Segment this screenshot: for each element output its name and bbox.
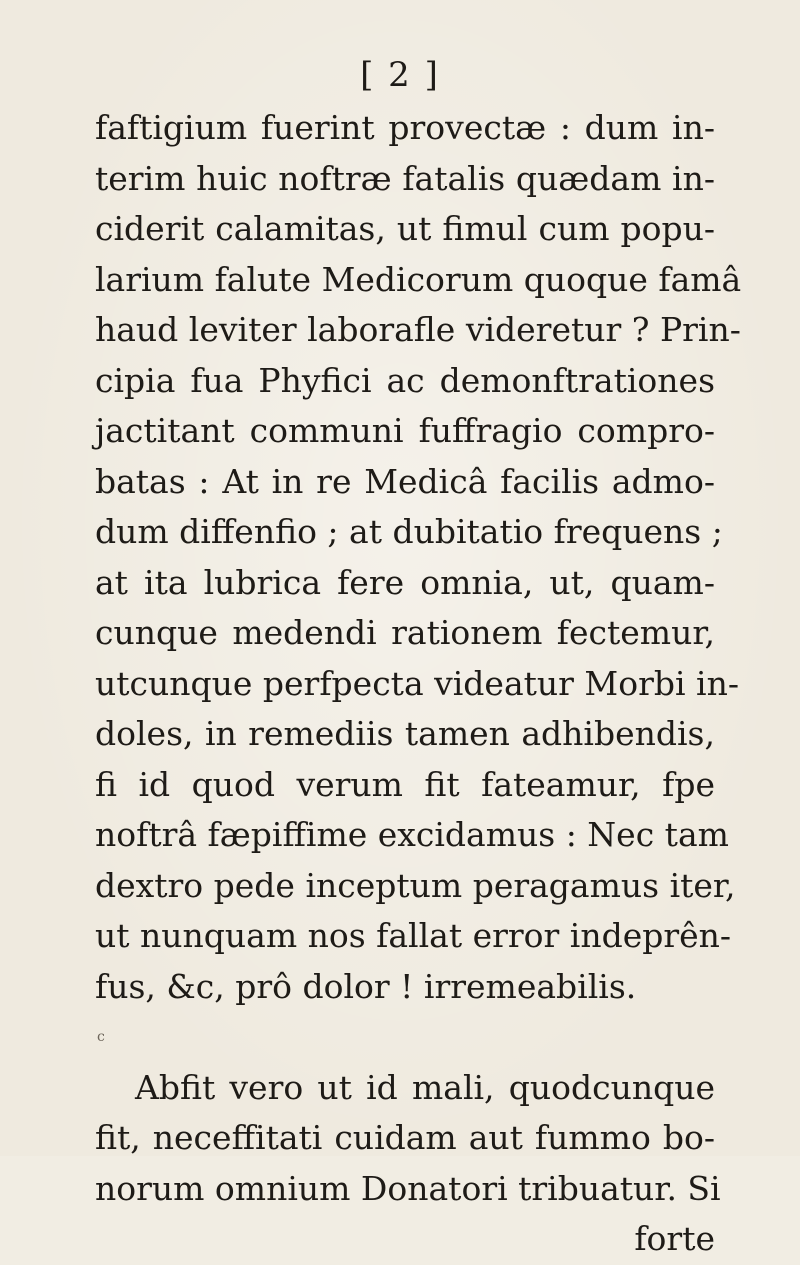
text-line: at ita lubrica fere omnia, ut, quam- [95, 562, 715, 602]
text-line: utcunque perfpecta videatur Morbi in- [95, 663, 739, 703]
text-line: doles, in remediis tamen adhibendis, [95, 714, 715, 753]
text-line: fus, &c, prô dolor ! irremeabilis. [95, 966, 637, 1006]
body-text [95, 103, 742, 1265]
text-line: ut nunquam nos fallat error indeprên- [95, 916, 732, 955]
text-line: terim huic noftræ fatalis quædam in- [95, 158, 715, 198]
stray-mark: c [97, 1029, 105, 1045]
paragraph-first-line: Abfit vero ut id mali, quodcunque [135, 1067, 715, 1107]
text-line: dum diffenfio ; at dubitatio frequens ; [95, 512, 723, 551]
text-line: batas : At in re Medicâ facilis admo- [95, 461, 715, 501]
text-line: fi id quod verum fit fateamur, fpe [95, 764, 715, 804]
text-line: cipia fua Phyfici ac demonftrationes [95, 360, 715, 400]
text-line: haud leviter laborafle videretur ? Prin- [95, 310, 741, 349]
text-line: faftigium fuerint provectæ : dum in- [95, 108, 715, 147]
text-line: norum omnium Donatori tribuatur. Si [95, 1168, 721, 1208]
page-number: [ 2 ] [360, 55, 440, 95]
text-line: fit, neceffitati cuidam aut fummo bo- [95, 1118, 715, 1157]
catchword: forte [634, 1219, 715, 1258]
text-line: ciderit calamitas, ut fimul cum popu- [95, 209, 715, 248]
text-line: jactitant communi fuffragio compro- [95, 411, 715, 450]
text-line: cunque medendi rationem fectemur, [95, 613, 715, 652]
text-line: noftrâ fæpiffime excidamus : Nec tam [95, 815, 729, 854]
text-line: dextro pede inceptum peragamus iter, [95, 865, 736, 905]
text-line: larium falute Medicorum quoque famâ [95, 259, 742, 299]
